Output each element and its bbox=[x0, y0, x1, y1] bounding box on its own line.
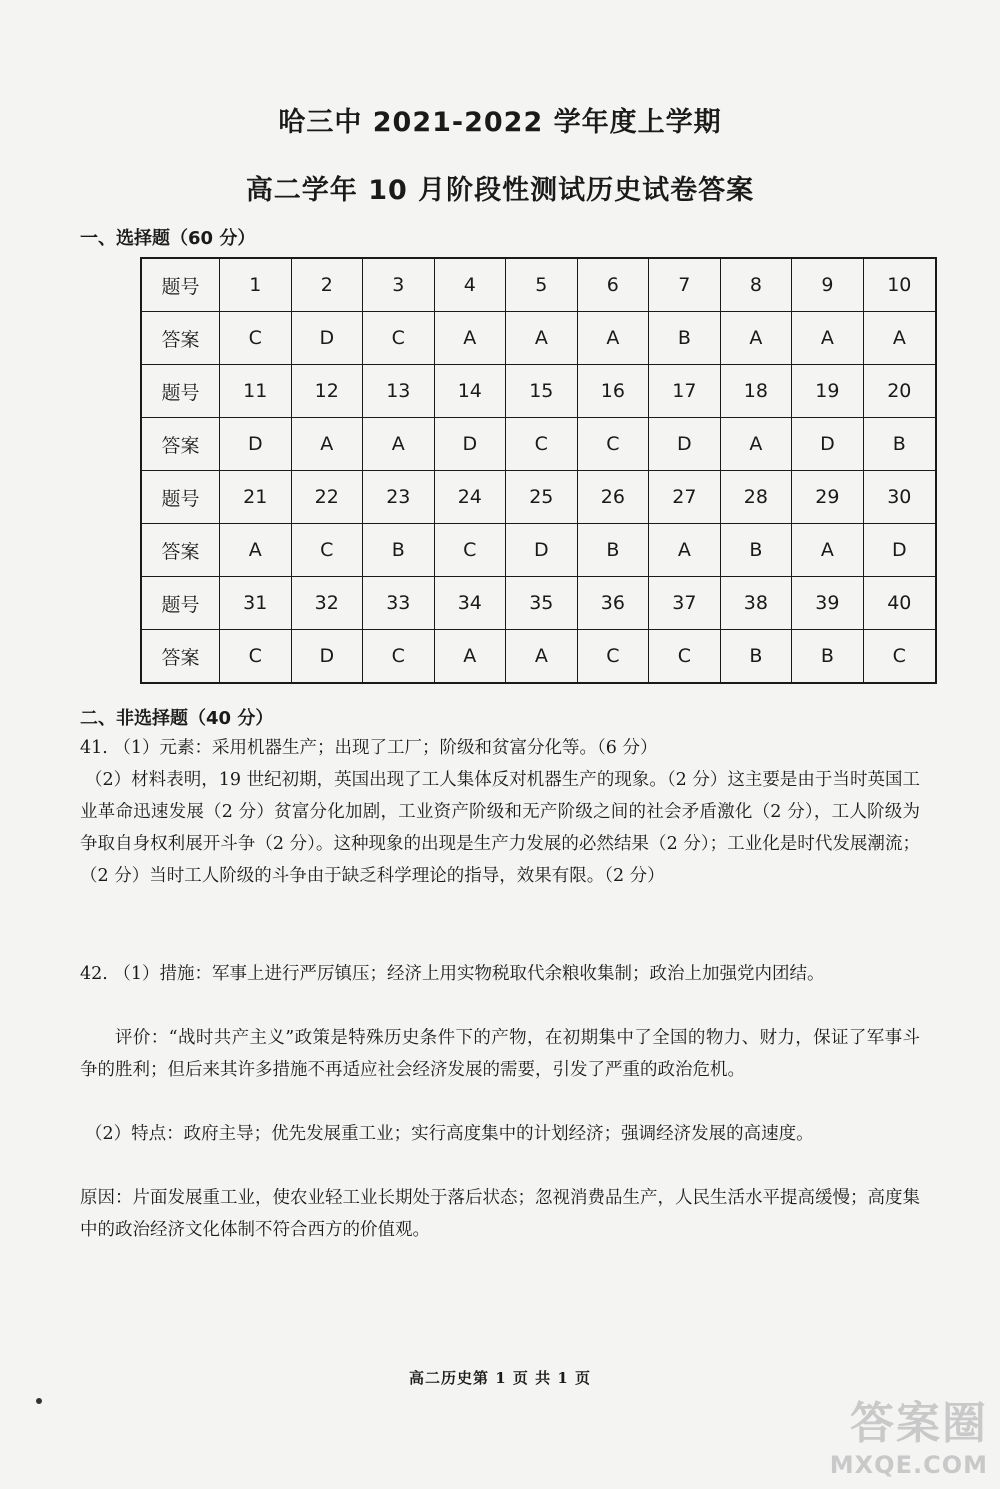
question-number-row bbox=[141, 365, 936, 418]
answer-cell: B bbox=[720, 524, 792, 577]
question-number-cell: 10 bbox=[863, 258, 936, 312]
section-essay-heading: 二、非选择题（40 分） bbox=[80, 708, 274, 729]
answer-cell: C bbox=[506, 418, 578, 471]
question-number-label: 题号 bbox=[141, 471, 220, 524]
q42-part1: 42. （1）措施：军事上进行严厉镇压；经济上用实物税取代余粮收集制；政治上加强党内团结。 bbox=[80, 964, 825, 984]
answer-cell: B bbox=[363, 524, 435, 577]
q41-part2-text: （2）材料表明，19 世纪初期，英国出现了工人集体反对机器生产的现象。（2 分）这主要是由于当时英国工业革命迅速发展（2 分）贫富分化加剧，工业资产阶级和无产阶级之间的社会矛盾激化（2 分），工人阶级为争取自身权利展开斗争（2 分）。这种现象的出现是生产力发展的必然结果（2 分）；工业化是时代发展潮流；（2 分）当时工人阶级的斗争由于缺乏科学理论的指导，效果有限。（2 分） bbox=[80, 770, 920, 886]
answer-cell: C bbox=[363, 630, 435, 684]
question-number-cell: 23 bbox=[363, 471, 435, 524]
question-number-row bbox=[141, 577, 936, 630]
answer-row bbox=[141, 630, 936, 684]
question-number-cell: 8 bbox=[720, 258, 792, 312]
question-number-cell: 13 bbox=[363, 365, 435, 418]
answer-cell: D bbox=[291, 630, 363, 684]
question-number-label: 题号 bbox=[141, 365, 220, 418]
answer-cell: A bbox=[363, 418, 435, 471]
answer-cell: B bbox=[720, 630, 792, 684]
answer-cell: D bbox=[291, 312, 363, 365]
answer-cell: A bbox=[577, 312, 649, 365]
answer-table bbox=[140, 257, 937, 684]
scan-dot bbox=[36, 1398, 42, 1404]
question-number-cell: 39 bbox=[792, 577, 864, 630]
answer-cell: C bbox=[220, 312, 292, 365]
question-number-cell: 12 bbox=[291, 365, 363, 418]
question-number-cell: 37 bbox=[649, 577, 721, 630]
watermark-logo-text: 答案圈 bbox=[850, 1398, 988, 1449]
answer-cell: D bbox=[220, 418, 292, 471]
answer-cell: B bbox=[863, 418, 936, 471]
answer-row bbox=[141, 312, 936, 365]
question-number-cell: 2 bbox=[291, 258, 363, 312]
page-title: 哈三中 2021-2022 学年度上学期 bbox=[278, 107, 722, 138]
q41-part2 bbox=[80, 764, 920, 892]
q42-part2 bbox=[80, 1118, 920, 1150]
answer-cell: B bbox=[649, 312, 721, 365]
question-number-cell: 19 bbox=[792, 365, 864, 418]
answer-cell: A bbox=[649, 524, 721, 577]
q42-reasons: 原因：片面发展重工业，使农业轻工业长期处于落后状态；忽视消费品生产，人民生活水平提高缓慢；高度集中的政治经济文化体制不符合西方的价值观。 bbox=[80, 1188, 920, 1240]
q42-evaluation: 评价：“战时共产主义”政策是特殊历史条件下的产物，在初期集中了全国的物力、财力，保证了军事斗争的胜利；但后来其许多措施不再适应社会经济发展的需要，引发了严重的政治危机。 bbox=[80, 1028, 920, 1080]
question-number-cell: 26 bbox=[577, 471, 649, 524]
answer-cell: A bbox=[792, 524, 864, 577]
answer-cell: D bbox=[506, 524, 578, 577]
question-number-cell: 31 bbox=[220, 577, 292, 630]
answer-cell: C bbox=[863, 630, 936, 684]
question-number-cell: 35 bbox=[506, 577, 578, 630]
question-number-cell: 38 bbox=[720, 577, 792, 630]
answer-row bbox=[141, 524, 936, 577]
answer-cell: A bbox=[291, 418, 363, 471]
question-number-cell: 28 bbox=[720, 471, 792, 524]
q41-part1: 41. （1）元素：采用机器生产；出现了工厂；阶级和贫富分化等。（6 分） bbox=[80, 738, 658, 758]
answer-cell: A bbox=[720, 418, 792, 471]
question-number-row bbox=[141, 258, 936, 312]
watermark-url: MXQE.COM bbox=[829, 1451, 988, 1479]
answer-label: 答案 bbox=[141, 312, 220, 365]
question-number-cell: 15 bbox=[506, 365, 578, 418]
page-subtitle: 高二学年 10 月阶段性测试历史试卷答案 bbox=[245, 175, 755, 206]
question-number-cell: 22 bbox=[291, 471, 363, 524]
question-number-cell: 25 bbox=[506, 471, 578, 524]
question-number-cell: 21 bbox=[220, 471, 292, 524]
question-number-cell: 29 bbox=[792, 471, 864, 524]
question-number-cell: 33 bbox=[363, 577, 435, 630]
question-number-cell: 9 bbox=[792, 258, 864, 312]
answer-cell: A bbox=[792, 312, 864, 365]
answer-cell: A bbox=[434, 312, 506, 365]
answer-cell: D bbox=[434, 418, 506, 471]
question-number-cell: 11 bbox=[220, 365, 292, 418]
answer-label: 答案 bbox=[141, 418, 220, 471]
answer-cell: A bbox=[220, 524, 292, 577]
answer-cell: C bbox=[649, 630, 721, 684]
watermark bbox=[788, 1387, 988, 1477]
q42-part2-text: （2）特点：政府主导；优先发展重工业；实行高度集中的计划经济；强调经济发展的高速度。 bbox=[85, 1124, 814, 1144]
question-number-cell: 36 bbox=[577, 577, 649, 630]
question-number-cell: 24 bbox=[434, 471, 506, 524]
question-number-cell: 7 bbox=[649, 258, 721, 312]
question-number-cell: 32 bbox=[291, 577, 363, 630]
answer-cell: B bbox=[577, 524, 649, 577]
question-number-cell: 17 bbox=[649, 365, 721, 418]
question-number-cell: 4 bbox=[434, 258, 506, 312]
answer-cell: C bbox=[220, 630, 292, 684]
section-multiple-choice-heading: 一、选择题（60 分） bbox=[80, 228, 256, 249]
question-number-label: 题号 bbox=[141, 258, 220, 312]
question-number-cell: 14 bbox=[434, 365, 506, 418]
answer-cell: D bbox=[649, 418, 721, 471]
question-number-cell: 3 bbox=[363, 258, 435, 312]
answer-cell: C bbox=[577, 418, 649, 471]
answer-cell: A bbox=[506, 312, 578, 365]
question-number-cell: 5 bbox=[506, 258, 578, 312]
answer-cell: B bbox=[792, 630, 864, 684]
page-footer: 高二历史第 1 页 共 1 页 bbox=[409, 1369, 591, 1387]
answer-label: 答案 bbox=[141, 524, 220, 577]
answer-label: 答案 bbox=[141, 630, 220, 684]
answer-cell: A bbox=[863, 312, 936, 365]
question-number-row bbox=[141, 471, 936, 524]
answer-row bbox=[141, 418, 936, 471]
answer-cell: C bbox=[363, 312, 435, 365]
question-number-cell: 18 bbox=[720, 365, 792, 418]
answer-cell: C bbox=[291, 524, 363, 577]
answer-cell: C bbox=[577, 630, 649, 684]
question-number-cell: 1 bbox=[220, 258, 292, 312]
answer-cell: C bbox=[434, 524, 506, 577]
answer-cell: D bbox=[792, 418, 864, 471]
question-number-cell: 30 bbox=[863, 471, 936, 524]
answer-cell: A bbox=[720, 312, 792, 365]
question-number-cell: 16 bbox=[577, 365, 649, 418]
answer-cell: A bbox=[506, 630, 578, 684]
question-number-cell: 27 bbox=[649, 471, 721, 524]
question-number-label: 题号 bbox=[141, 577, 220, 630]
answer-cell: D bbox=[863, 524, 936, 577]
question-number-cell: 20 bbox=[863, 365, 936, 418]
question-number-cell: 40 bbox=[863, 577, 936, 630]
answer-cell: A bbox=[434, 630, 506, 684]
question-number-cell: 34 bbox=[434, 577, 506, 630]
question-number-cell: 6 bbox=[577, 258, 649, 312]
